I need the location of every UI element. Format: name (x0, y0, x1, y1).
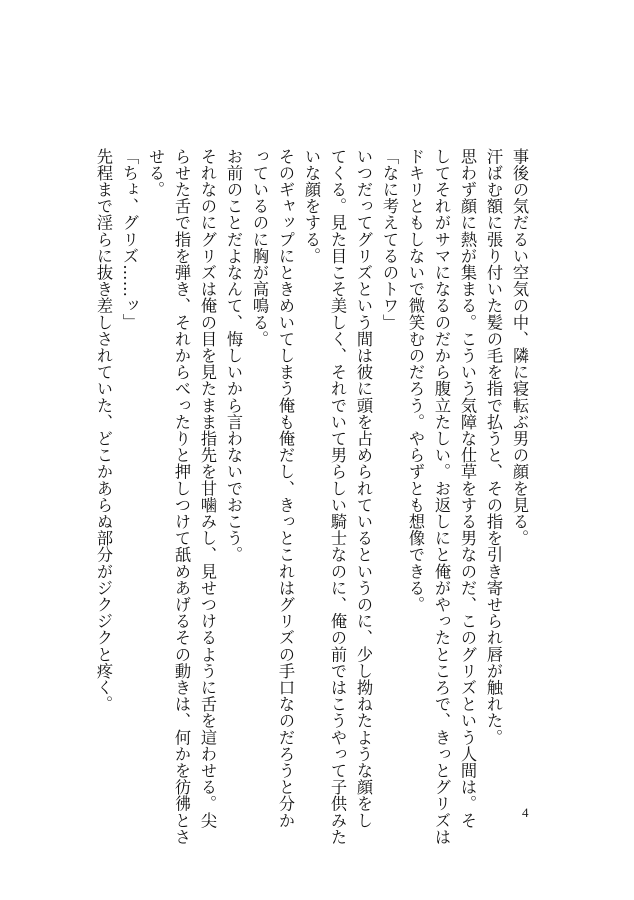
text-line-12: お前のことだよなんて、悔しいから言わないでおこう。 (224, 148, 243, 563)
page-number: 4 (522, 805, 529, 820)
text-line-11: っているのに胸が高鳴る。 (250, 148, 269, 348)
text-line-9: いな顔をする。 (302, 148, 321, 265)
text-line-14: らせた舌で指を弾き、それからべったりと押しつけて舐めあげるその動きは、何かを彷彿とさ (172, 148, 191, 846)
text-line-17: 先程まで淫らに抜き差しされていた、どこかあらぬ部分がジクジクと疼く。 (94, 148, 113, 713)
text-line-16: 「ちょ、グリズ……ッ」 (120, 148, 139, 331)
text-line-7: いつだってグリズという間は彼に頭を占められているというのに、少し拗ねたような顔をし (354, 148, 373, 829)
text-line-4: してそれがサマになるのだから腹立たしい。お返しにと俺がやったところで、きっとグリズは (432, 148, 451, 846)
text-line-5: ドキリともしないで微笑むのだろう。やらずとも想像できる。 (406, 148, 425, 613)
text-line-3: 思わず顔に熱が集まる。こういう気障な仕草をする男なのだ、このグリズという人間は。そ (458, 148, 477, 829)
text-line-10: そのギャップにときめいてしまう俺も俺だし、きっとこれはグリズの手口なのだろうと分か (276, 148, 295, 829)
text-line-13: それなのにグリズは俺の目を見たまま指先を甘噛みし、見せつけるように舌を這わせる。尖 (198, 148, 217, 829)
text-line-15: せる。 (146, 148, 165, 198)
vertical-text-body (94, 148, 532, 846)
text-line-6: 「なに考えてるのトワ」 (380, 148, 399, 331)
text-line-2: 汗ばむ額に張り付いた髪の毛を指で払うと、その指を引き寄せられ唇が触れた。 (484, 148, 503, 746)
text-line-1: 事後の気だるい空気の中、隣に寝転ぶ男の顔を見る。 (510, 148, 529, 547)
text-line-8: てくる。見た目こそ美しく、それでいて男らしい騎士なのに、俺の前ではこうやって子供みた (328, 148, 347, 846)
